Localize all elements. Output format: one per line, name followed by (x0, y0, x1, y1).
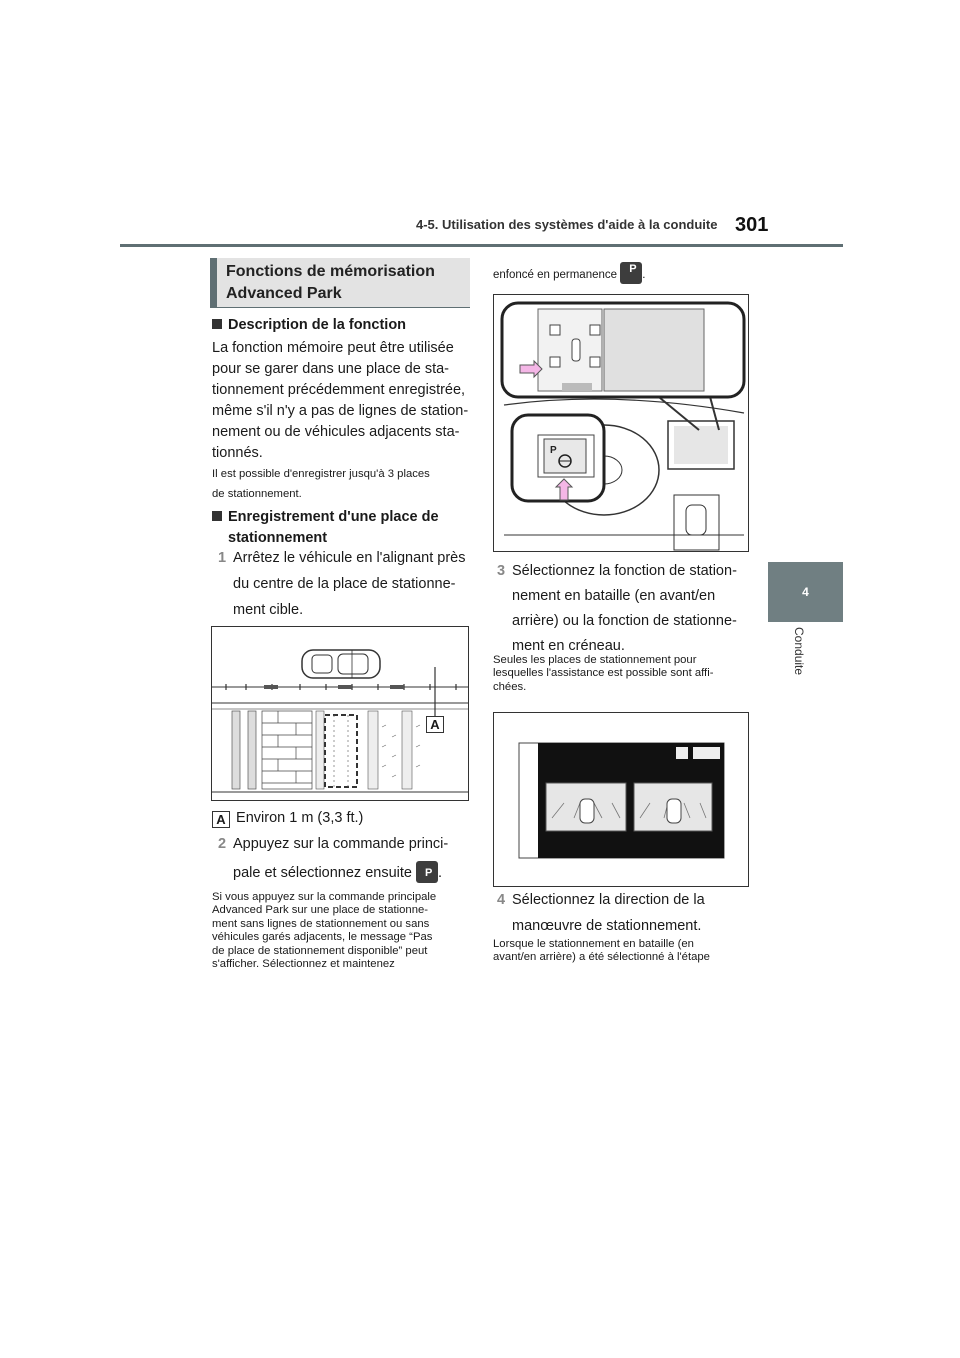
car-icon (302, 650, 380, 678)
step-3-note: Seules les places de stationnement pour lesquelles l'assistance est possible sont affi- chées. (493, 654, 714, 693)
description-heading: Description de la fonction (212, 315, 406, 336)
running-header-section: 4-5. Utilisation des systèmes d'aide à la conduite (416, 217, 718, 232)
legend-text: Environ 1 m (3,3 ft.) (236, 810, 364, 826)
parking-selection-figure (493, 712, 749, 887)
step-4: 4 Sélectionnez la direction de la manœuvre de stationnement. (497, 892, 705, 934)
parking-spot-figure (211, 626, 469, 801)
car-icon (667, 799, 681, 823)
dashboard-figure (493, 294, 749, 552)
description-note: Il est possible d'enregistrer jusqu'à 3 places de stationnement. (212, 468, 430, 500)
section-title-line1: Fonctions de mémorisation (226, 263, 435, 280)
square-bullet-icon (212, 319, 222, 329)
svg-text:P: P (550, 445, 557, 456)
park-assist-icon (620, 262, 642, 284)
step-1: 1 Arrêtez le véhicule en l'alignant près du centre de la place de stationne- ment cible. (218, 550, 466, 618)
registration-heading: Enregistrement d'une place de stationnement (212, 507, 439, 549)
chapter-tab[interactable]: 4 (768, 562, 843, 622)
car-icon (580, 799, 594, 823)
legend-row (212, 808, 363, 829)
figure-callout-a: A (426, 716, 444, 733)
continued-text: enfoncé en permanence P . (493, 262, 645, 284)
square-bullet-icon (212, 511, 222, 521)
step-4-note: Lorsque le stationnement en bataille (en avant/en arrière) a été sélectionné à l'étape (493, 938, 710, 964)
chapter-tab-label: Conduite (792, 627, 806, 676)
step-3: 3 Sélectionnez la fonction de station- nement en bataille (en avant/en arrière) ou la fonction de stationne- ment en créneau. (497, 563, 737, 654)
header-rule (120, 244, 843, 247)
page-number: 301 (735, 214, 769, 236)
legend-callout-a: A (212, 811, 230, 828)
step-2-note: Si vous appuyez sur la commande principale Advanced Park sur une place de stationne- ment sans lignes de stationnement ou sans véhicules garés adjacents, le message “Pas de place de stationnement disponible” peut s'afficher. Sélectionnez et maintenez (212, 891, 437, 971)
section-title-line2: Advanced Park (226, 285, 342, 302)
description-text: La fonction mémoire peut être utilisée pour se garer dans une place de sta- tionnement précédemment enregistrée, même s'il n'y a pas de lignes de station- nement ou de véhicules adjacents sta- tionnés. (212, 340, 469, 461)
section-title-box (210, 258, 470, 308)
park-assist-icon (416, 861, 438, 883)
step-2: 2 Appuyez sur la commande princi- pale et sélectionnez ensuite P . (233, 833, 448, 884)
